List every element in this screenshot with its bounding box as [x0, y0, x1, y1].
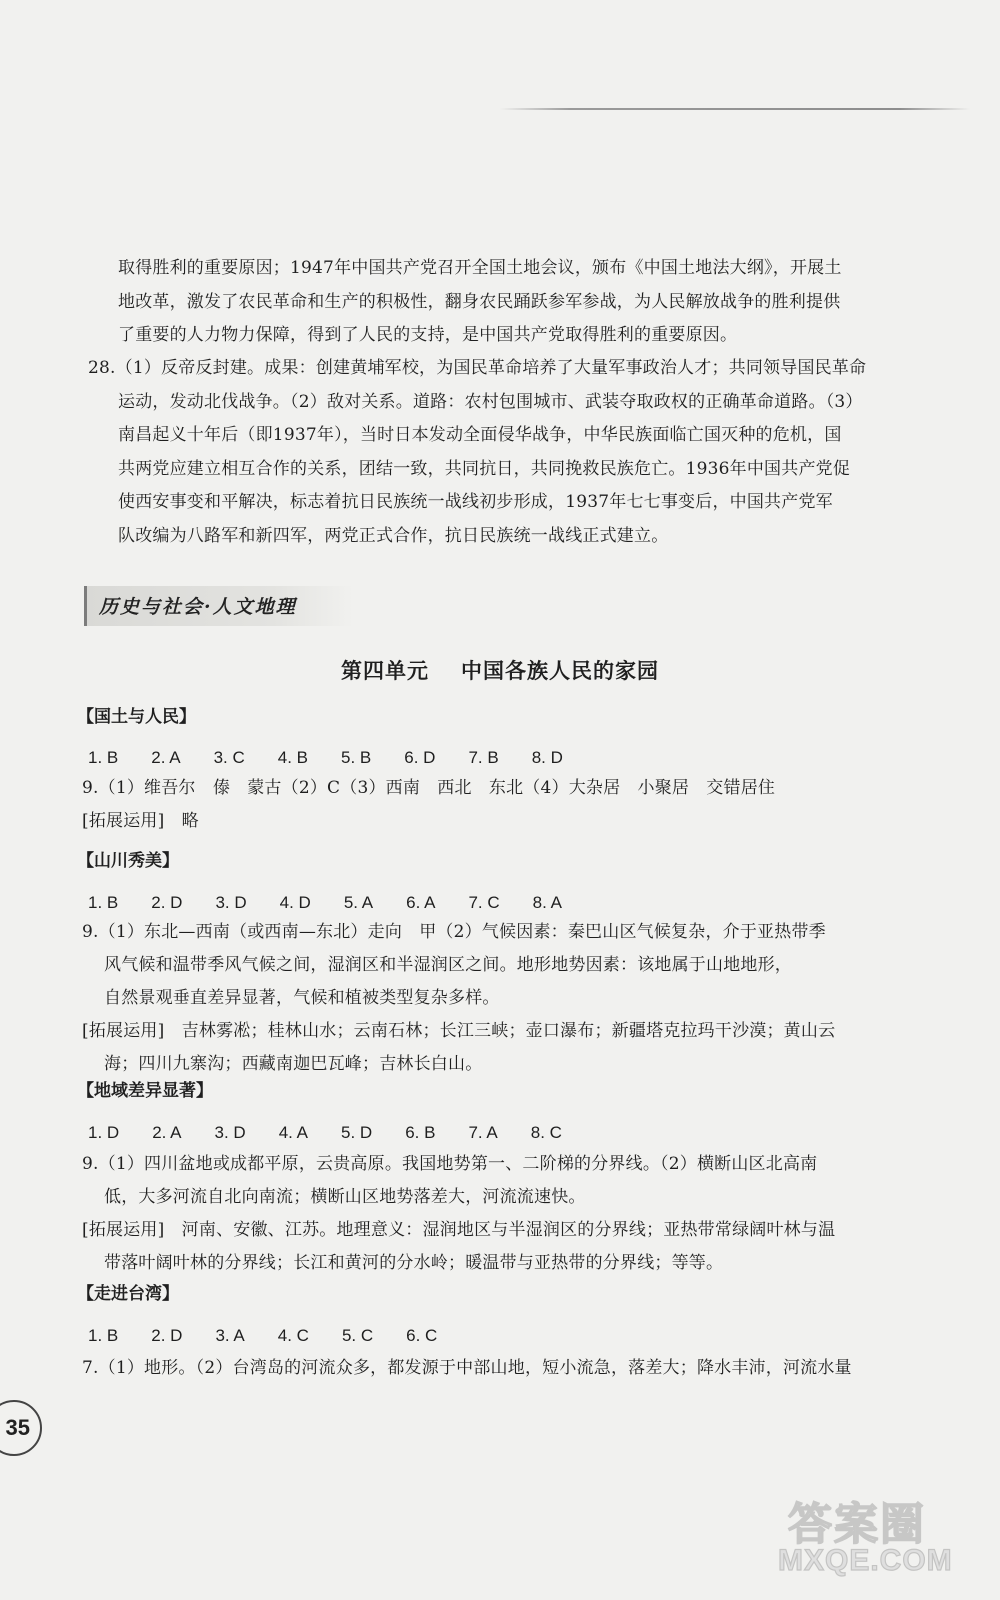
choice-answers [88, 893, 595, 913]
choice-answers [88, 1123, 595, 1143]
choice-answer: 8. D [531, 748, 563, 767]
choice-answer: 1. B [88, 893, 119, 912]
choice-answer: 7. A [468, 1123, 498, 1142]
text-line: 低，大多河流自北向南流；横断山区地势落差大，河流流速快。 [104, 1187, 586, 1207]
section-title-taiwan: 【走进台湾】 [77, 1284, 179, 1304]
text-line: [拓展运用] 吉林雾凇；桂林山水；云南石林；长江三峡；壶口瀑布；新疆塔克拉玛干沙漠；黄山云 [82, 1021, 836, 1041]
unit-title [0, 655, 1000, 685]
choice-answers [88, 1326, 470, 1346]
section-1-answers [82, 772, 872, 838]
choice-answers [88, 748, 596, 768]
choice-answer: 2. A [152, 1123, 182, 1142]
choice-answer: 8. C [530, 1123, 562, 1142]
choice-answer: 6. C [406, 1326, 438, 1345]
choice-answer: 3. D [214, 1123, 246, 1142]
text-line: 了重要的人力物力保障，得到了人民的支持，是中国共产党取得胜利的重要原因。 [118, 325, 738, 345]
text-line: 使西安事变和平解决，标志着抗日民族统一战线初步形成，1937年七七事变后，中国共产党军 [118, 492, 833, 512]
choice-answer: 6. A [406, 893, 436, 912]
text-line: 9.（1）四川盆地或成都平原，云贵高原。我国地势第一、二阶梯的分界线。（2）横断山区北高南 [82, 1154, 818, 1174]
choice-answer: 3. C [213, 748, 245, 767]
text-line: 风气候和温带季风气候之间，湿润区和半湿润区之间。地形地势因素：该地属于山地地形， [104, 955, 792, 975]
section-2-answers [82, 916, 872, 1081]
text-line: 带落叶阔叶林的分界线；长江和黄河的分水岭；暖温带与亚热带的分界线；等等。 [104, 1253, 724, 1273]
choice-answer: 2. D [151, 1326, 183, 1345]
choice-answer: 5. B [341, 748, 372, 767]
header-rule [500, 108, 970, 110]
subject-banner-text: 历史与社会·人文地理 [99, 596, 297, 618]
watermark-url: MXQE.COM [778, 1544, 953, 1577]
text-line: 南昌起义十年后（即1937年），当时日本发动全面侵华战争，中华民族面临亡国灭种的危机，国 [118, 425, 842, 445]
text-line: 共两党应建立相互合作的关系，团结一致，共同抗日，共同挽救民族危亡。1936年中国共产党促 [118, 458, 851, 479]
choice-answer: 7. C [468, 893, 500, 912]
text-line: [拓展运用] 略 [82, 811, 199, 831]
choice-answer: 1. D [88, 1123, 120, 1142]
text-line: 自然景观垂直差异显著，气候和植被类型复杂多样。 [104, 988, 500, 1008]
choice-answer: 4. B [277, 748, 308, 767]
text-line: 运动，发动北伐战争。（2）敌对关系。道路：农村包围城市、武装夺取政权的正确革命道路。（3） [118, 391, 863, 412]
watermark-logo: 答案圈 [788, 1499, 926, 1550]
choice-answer: 4. A [278, 1123, 308, 1142]
choice-answer: 3. D [215, 893, 247, 912]
choice-answer: 4. D [279, 893, 311, 912]
choice-answer: 5. D [341, 1123, 373, 1142]
choice-answer: 6. B [405, 1123, 436, 1142]
section-4-answers [82, 1352, 872, 1385]
choice-answer: 2. A [151, 748, 181, 767]
text-line: 9.（1）东北—西南（或西南—东北）走向 甲（2）气候因素：秦巴山区气候复杂，介于亚热带季 [82, 922, 826, 942]
choice-answer: 1. B [88, 1326, 119, 1345]
choice-answer: 4. C [277, 1326, 309, 1345]
choice-answer: 5. C [341, 1326, 374, 1345]
section-title-regional-differences: 【地域差异显著】 [77, 1081, 213, 1101]
text-line: 队改编为八路军和新四军，两党正式合作，抗日民族统一战线正式建立。 [118, 525, 669, 546]
choice-answer: 1. B [88, 748, 119, 767]
unit-name: 中国各族人民的家园 [461, 659, 659, 683]
subject-banner [84, 586, 353, 626]
unit-number: 第四单元 [341, 659, 429, 683]
text-line: 海；四川九寨沟；西藏南迦巴瓦峰；吉林长白山。 [104, 1054, 483, 1074]
text-line: 7.（1）地形。（2）台湾岛的河流众多，都发源于中部山地，短小流急，落差大；降水丰沛，河流水量 [82, 1358, 852, 1378]
choice-answer: 3. A [215, 1326, 245, 1345]
text-line: 9.（1）维吾尔 傣 蒙古（2）C（3）西南 西北 东北（4）大杂居 小聚居 交错居住 [82, 778, 776, 798]
section-title-land-people: 【国土与人民】 [77, 707, 196, 727]
choice-answer: 8. A [532, 893, 562, 912]
section-3-answers [82, 1148, 872, 1280]
q27-continuation [88, 252, 878, 353]
section-title-mountains-rivers: 【山川秀美】 [77, 851, 179, 871]
choice-answer: 6. D [404, 748, 436, 767]
text-line: 地改革，激发了农民革命和生产的积极性，翻身农民踊跃参军参战，为人民解放战争的胜利提供 [118, 291, 841, 312]
watermark [778, 1488, 978, 1588]
text-line: 取得胜利的重要原因；1947年中国共产党召开全国土地会议，颁布《中国土地法大纲》，开展土 [118, 258, 842, 278]
q28-answer [88, 352, 878, 553]
choice-answer: 2. D [151, 893, 183, 912]
text-line: 28.（1）反帝反封建。成果：创建黄埔军校，为国民革命培养了大量军事政治人才；共同领导国民革命 [88, 358, 867, 378]
choice-answer: 7. B [468, 748, 499, 767]
page-number: 35 [0, 1400, 42, 1456]
choice-answer: 5. A [343, 893, 374, 912]
text-line: [拓展运用] 河南、安徽、江苏。地理意义：湿润地区与半湿润区的分界线；亚热带常绿阔叶林与温 [82, 1220, 836, 1240]
